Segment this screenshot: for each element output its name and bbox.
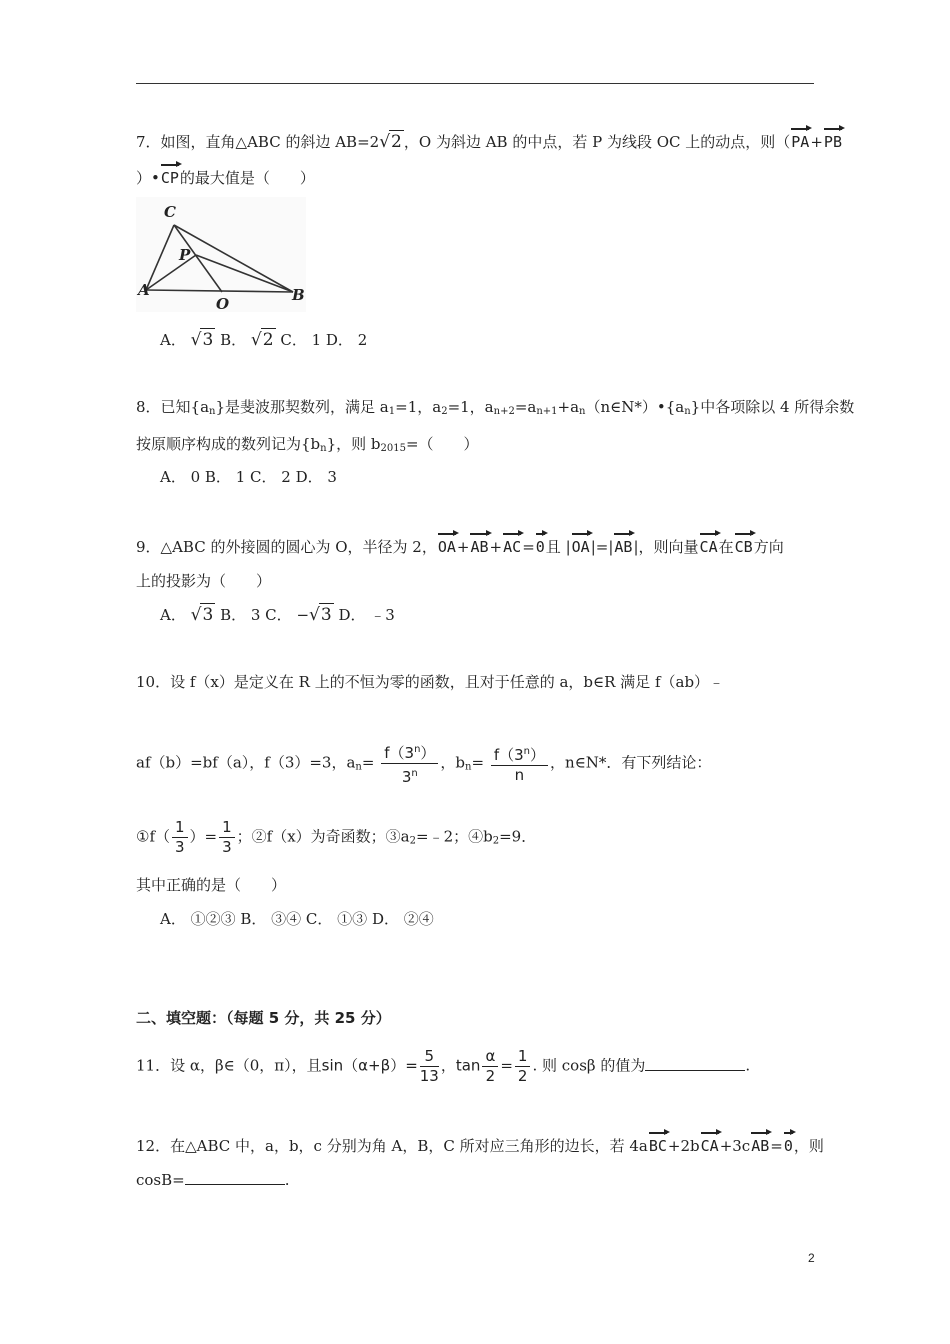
text: =9． bbox=[499, 827, 537, 846]
vector-zero: 0 bbox=[535, 538, 545, 556]
text: =1，a bbox=[447, 398, 494, 416]
numerator bbox=[491, 742, 548, 766]
option-text: C． 1 D． 2 bbox=[280, 331, 368, 349]
text: ，则向量 bbox=[638, 538, 699, 556]
text: ，n∈N*．有下列结论： bbox=[550, 753, 712, 772]
fraction-one-third bbox=[172, 818, 188, 857]
q10-stem-line4: 其中正确的是（ ） bbox=[136, 876, 287, 894]
text: ①f（ bbox=[136, 827, 170, 846]
text: = bbox=[471, 753, 485, 772]
sqrt-2: √2 bbox=[379, 132, 402, 152]
subscript: n+2 bbox=[493, 406, 515, 417]
equals-sign: = bbox=[770, 1137, 783, 1155]
vector-ca: CA bbox=[700, 1137, 719, 1155]
q9-options bbox=[160, 603, 395, 626]
equals-sign: = bbox=[500, 1056, 513, 1075]
vector-zero: 0 bbox=[783, 1137, 793, 1155]
fraction-an bbox=[381, 740, 438, 787]
q12-stem-line1 bbox=[136, 1131, 824, 1157]
q10-stem-line1: 10．设 f（x）是定义在 R 上的不恒为零的函数，且对于任意的 a，b∈R 满足 f（ab）﹣ bbox=[136, 673, 725, 691]
subscript: n+1 bbox=[536, 406, 558, 417]
q9-stem-line1: 9．△ABC 的外接圆的圆心为 O，半径为 2，OA+AB+AC=0且 |OA|=|AB|，则向量CA在CB方向 bbox=[136, 538, 784, 556]
q7-stem-part: 7．如图，直角△ABC 的斜边 AB=2 bbox=[136, 133, 380, 151]
q7-triangle-figure bbox=[136, 197, 306, 312]
fraction-5-13 bbox=[420, 1047, 439, 1086]
text: 方向 bbox=[753, 538, 784, 556]
superscript: n bbox=[414, 744, 421, 755]
text: =1，a bbox=[395, 398, 442, 416]
text: }中各项除以 4 所得余数 bbox=[690, 398, 855, 416]
sqrt-3: √3 bbox=[190, 605, 214, 625]
text: ；②f（x）为奇函数；③a bbox=[236, 827, 410, 846]
text: 3 bbox=[401, 768, 412, 786]
text: = bbox=[361, 753, 375, 772]
option-text: D． ﹣3 bbox=[338, 606, 395, 624]
radicand: 3 bbox=[202, 605, 214, 625]
subscript: 2 bbox=[492, 835, 500, 847]
text: 在 bbox=[718, 538, 734, 556]
superscript: n bbox=[523, 746, 531, 757]
plus-sign: + bbox=[810, 133, 823, 151]
subscript: n bbox=[684, 406, 691, 417]
text: }，则 b bbox=[326, 435, 381, 453]
q7-options bbox=[160, 328, 367, 351]
answer-blank[interactable] bbox=[645, 1056, 745, 1071]
vector-ab: AB bbox=[470, 538, 489, 556]
text: cosB= bbox=[136, 1171, 185, 1189]
radicand: 3 bbox=[320, 605, 332, 625]
fraction-one-half bbox=[515, 1047, 531, 1086]
label-c: C bbox=[164, 203, 176, 221]
tan-expression: ，tan bbox=[440, 1056, 481, 1075]
text: ） bbox=[420, 744, 436, 762]
denominator: n bbox=[514, 766, 525, 784]
plus-sign: + bbox=[489, 538, 503, 556]
label-a: A bbox=[138, 281, 150, 299]
option-label: B． bbox=[220, 331, 247, 349]
q7-stem-part: ）• bbox=[136, 169, 160, 187]
numerator: 1 bbox=[172, 818, 188, 838]
vector-ab: AB bbox=[614, 538, 633, 556]
text: =a bbox=[514, 398, 537, 416]
text: 12．在△ABC 中，a，b，c 分别为角 A，B，C 所对应三角形的边长，若 4a bbox=[136, 1137, 648, 1155]
subscript: n bbox=[320, 443, 327, 454]
text: =（ ） bbox=[405, 435, 479, 453]
equals-sign: = bbox=[595, 538, 609, 556]
subscript: n bbox=[465, 761, 472, 773]
fraction-one-third bbox=[219, 818, 235, 857]
equals-sign: = bbox=[522, 538, 535, 556]
sin-expression: sin（α+β）= bbox=[321, 1056, 418, 1075]
radicand: 2 bbox=[262, 330, 274, 350]
vector-pa: PA bbox=[791, 133, 810, 151]
vector-oa: OA bbox=[437, 538, 456, 556]
label-b: B bbox=[292, 286, 305, 304]
text: . 则 cosβ 的值为 bbox=[532, 1056, 646, 1075]
vector-ab: AB bbox=[751, 1137, 770, 1155]
sqrt-3: √3 bbox=[190, 330, 214, 350]
option-label: A． bbox=[160, 606, 186, 624]
denominator: 3 bbox=[175, 838, 185, 856]
text: ，b bbox=[440, 753, 466, 772]
q10-stem-line3 bbox=[136, 818, 536, 857]
text: f（3 bbox=[493, 746, 524, 764]
plus-sign: + bbox=[456, 538, 470, 556]
vector-bc: BC bbox=[648, 1137, 667, 1155]
q7-stem-part: 的最大值是（ ） bbox=[179, 169, 315, 187]
numerator bbox=[381, 740, 438, 764]
numerator: α bbox=[482, 1047, 498, 1067]
page-number: 2 bbox=[808, 1251, 815, 1265]
numerator: 1 bbox=[515, 1047, 531, 1067]
q10-stem-line2 bbox=[136, 740, 711, 787]
subscript: 2 bbox=[441, 406, 448, 417]
label-p: P bbox=[179, 246, 191, 264]
subscript: 1 bbox=[388, 406, 396, 417]
text: （n∈N*）•{a bbox=[585, 398, 685, 416]
text: . bbox=[745, 1056, 751, 1075]
text: ）= bbox=[189, 827, 218, 846]
text: =﹣2；④b bbox=[416, 827, 493, 846]
option-label: A． bbox=[160, 331, 186, 349]
vector-oa: OA bbox=[571, 538, 590, 556]
text: +a bbox=[557, 398, 580, 416]
sqrt-3: √3 bbox=[309, 605, 332, 625]
radicand: 3 bbox=[202, 330, 214, 350]
minus-sign: − bbox=[296, 606, 310, 624]
q9-stem-line2: 上的投影为（ ） bbox=[136, 572, 272, 590]
subscript: 2015 bbox=[380, 443, 406, 454]
vector-pb: PB bbox=[823, 133, 842, 151]
text: ） bbox=[530, 746, 546, 764]
numerator: 1 bbox=[219, 818, 235, 838]
section-heading: 二、填空题：（每题 5 分，共 25 分） bbox=[136, 1009, 391, 1027]
q8-stem-line2 bbox=[136, 433, 479, 460]
sqrt-2: √2 bbox=[250, 330, 274, 350]
text: }是斐波那契数列，满足 a bbox=[215, 398, 389, 416]
text: 8．已知{a bbox=[136, 398, 210, 416]
vector-cb: CB bbox=[734, 538, 753, 556]
vector-ac: AC bbox=[503, 538, 522, 556]
option-text: B． 3 C． bbox=[220, 606, 292, 624]
q12-stem-line2 bbox=[136, 1169, 290, 1191]
vector-cp: CP bbox=[160, 169, 179, 187]
label-o: O bbox=[216, 295, 230, 312]
q7-stem-part: ，O 为斜边 AB 的中点，若 P 为线段 OC 上的动点，则（ bbox=[403, 133, 791, 151]
text: +2b bbox=[667, 1137, 700, 1155]
fraction-alpha-half bbox=[482, 1047, 498, 1086]
q11-stem bbox=[136, 1047, 750, 1086]
fraction-bn bbox=[491, 742, 548, 785]
q8-options: A． 0 B． 1 C． 2 D． 3 bbox=[160, 468, 337, 486]
denominator: 3 bbox=[222, 838, 232, 856]
subscript: n bbox=[209, 406, 216, 417]
text: af（b）=bf（a），f（3）=3，a bbox=[136, 753, 356, 772]
text: 按原顺序构成的数列记为{b bbox=[136, 435, 321, 453]
text: 9．△ABC 的外接圆的圆心为 O，半径为 2， bbox=[136, 538, 437, 556]
subscript: n bbox=[355, 761, 362, 773]
text: . bbox=[284, 1171, 290, 1189]
text: f（3 bbox=[384, 744, 415, 762]
radicand: 2 bbox=[391, 132, 402, 152]
denominator: 2 bbox=[517, 1067, 528, 1085]
q10-options: A． ①②③ B． ③④ C． ①③ D． ②④ bbox=[160, 910, 434, 928]
answer-blank[interactable] bbox=[185, 1170, 285, 1185]
q7-stem-line1 bbox=[136, 127, 843, 153]
header-rule bbox=[136, 83, 814, 84]
vector-ca: CA bbox=[699, 538, 718, 556]
subscript: n bbox=[579, 406, 586, 417]
subscript: 2 bbox=[409, 835, 417, 847]
numerator: 5 bbox=[420, 1047, 439, 1067]
denominator: 13 bbox=[419, 1067, 439, 1085]
superscript: n bbox=[411, 768, 418, 779]
text: 且 bbox=[545, 538, 561, 556]
q7-stem-line2 bbox=[136, 163, 315, 189]
denominator bbox=[381, 764, 438, 787]
text: ，则 bbox=[793, 1137, 824, 1155]
text: 11．设 α，β∈（0，π），且 bbox=[136, 1056, 322, 1075]
denominator: 2 bbox=[485, 1067, 496, 1085]
q8-stem-line1 bbox=[136, 396, 854, 423]
text: +3c bbox=[719, 1137, 751, 1155]
